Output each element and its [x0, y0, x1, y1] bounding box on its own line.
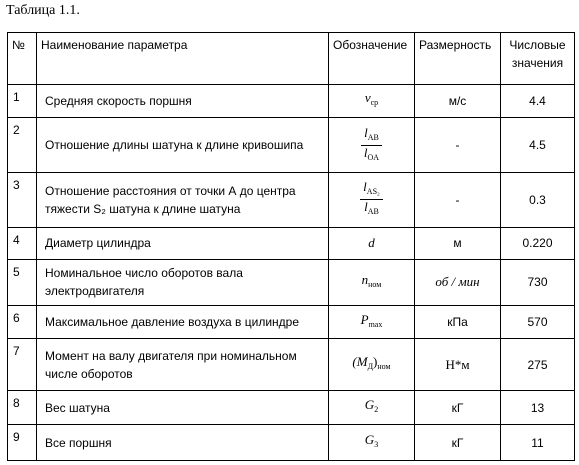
row-number: 8: [8, 390, 37, 424]
row-number: 5: [8, 260, 37, 306]
row-number: 1: [8, 84, 37, 117]
table-row: [8, 260, 575, 306]
parameter-value: 570: [501, 305, 575, 338]
parameter-name: Отношение расстояния от точки А до центра тяжести S₂ шатуна к длине шатуна: [37, 172, 329, 227]
parameter-unit: -: [415, 172, 501, 227]
parameter-symbol: $(M_Д)_{ном}$: [329, 339, 415, 391]
parameter-symbol: d: [329, 227, 415, 259]
parameter-value: 4.5: [501, 118, 575, 173]
table-row: [8, 425, 575, 461]
parameter-symbol: $G_2$: [329, 390, 415, 424]
parameter-symbol: $n_{ном}$: [329, 260, 415, 306]
row-number: 7: [8, 339, 37, 391]
parameter-value: 275: [501, 339, 575, 391]
parameter-unit: кГ: [415, 425, 501, 461]
parameters-table: [7, 32, 575, 461]
parameter-name: Максимальное давление воздуха в цилиндре: [37, 305, 329, 338]
parameter-symbol: $\frac{l_{AB}}{l_{OA}}$: [329, 118, 415, 173]
parameter-value: 0.3: [501, 172, 575, 227]
header-parameter-name: Наименование параметра: [37, 33, 329, 85]
parameter-name: Все поршня: [37, 425, 329, 461]
table-header-row: [8, 33, 575, 85]
table-row: [8, 305, 575, 338]
table-row: [8, 227, 575, 259]
parameter-value: 13: [501, 390, 575, 424]
row-number: 2: [8, 118, 37, 173]
parameter-unit: м/с: [415, 84, 501, 117]
table-row: [8, 84, 575, 117]
parameter-value: 4.4: [501, 84, 575, 117]
parameter-symbol: $G_3$: [329, 425, 415, 461]
header-value: Числовые значения: [501, 33, 575, 85]
table-row: [8, 339, 575, 391]
header-symbol: Обозначение: [329, 33, 415, 85]
parameter-name: Момент на валу двигателя при номинальном числе оборотов: [37, 339, 329, 391]
row-number: 4: [8, 227, 37, 259]
row-number: 6: [8, 305, 37, 338]
row-number: 3: [8, 172, 37, 227]
parameter-unit: Н*м: [415, 339, 501, 391]
parameter-symbol: $P_{max}$: [329, 305, 415, 338]
parameter-symbol: $v_{ср}$: [329, 84, 415, 117]
parameter-name: Отношение длины шатуна к длине кривошипа: [37, 118, 329, 173]
parameter-symbol: $\frac{l_{AS_2}}{l_{AB}}$: [329, 172, 415, 227]
parameter-name: Номинальное число оборотов вала электродвигателя: [37, 260, 329, 306]
header-number: №: [8, 33, 37, 85]
parameter-name: Средняя скорость поршня: [37, 84, 329, 117]
table-row: [8, 390, 575, 424]
parameter-unit: -: [415, 118, 501, 173]
table-row: [8, 172, 575, 227]
parameter-name: Вес шатуна: [37, 390, 329, 424]
parameter-name: Диаметр цилиндра: [37, 227, 329, 259]
parameter-unit: об / мин: [415, 260, 501, 306]
header-unit: Размерность: [415, 33, 501, 85]
parameter-value: 730: [501, 260, 575, 306]
parameter-value: 11: [501, 425, 575, 461]
parameter-unit: кГ: [415, 390, 501, 424]
table-caption: Таблица 1.1.: [6, 3, 80, 18]
table-row: [8, 118, 575, 173]
parameter-unit: кПа: [415, 305, 501, 338]
parameter-value: 0.220: [501, 227, 575, 259]
row-number: 9: [8, 425, 37, 461]
parameter-unit: м: [415, 227, 501, 259]
